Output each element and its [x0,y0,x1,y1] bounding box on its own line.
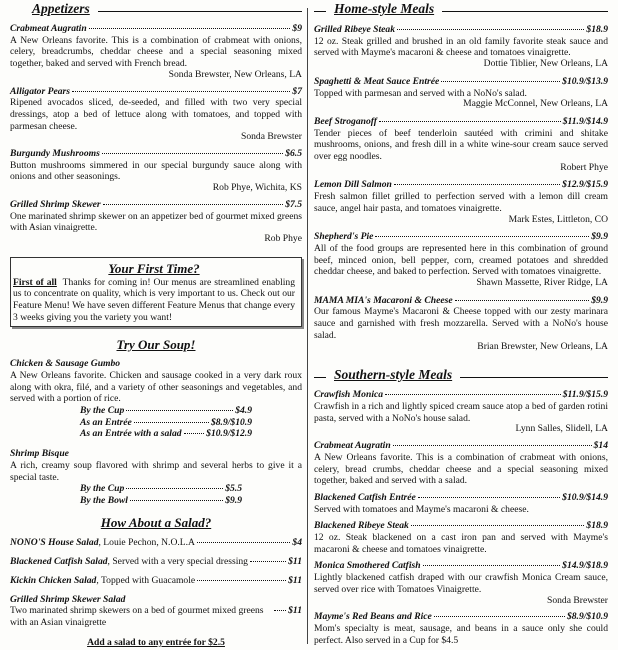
soup-size-row [80,428,252,440]
salad-price: $11 [288,556,302,568]
item-description: Served with tomatoes and Mayme's macaroni & cheese. [314,503,529,515]
item-price: $7.5 [285,198,302,210]
salad-addon-note: Add a salad to any entrée for $2.5 [87,636,225,648]
item-name: Blackened Ribeye Steak [314,520,409,532]
soup-size-price: $9.9 [225,494,242,506]
menu-item [10,23,302,81]
item-description: Button mushrooms simmered in our special burgundy sauce along with onions and other seasonings. [10,159,302,183]
appetizers-title: Appetizers [32,0,90,16]
item-credit: Brian Brewster, New Orleans, LA [477,340,608,352]
salad-item-skewer [10,594,302,629]
salad-list [10,537,302,586]
soup-description: A New Orleans favorite. Chicken and sausage cooked in a very dark roux along with okra, filé, and a variety of other seasonings and vegetables, and served with a portion of rice. [10,369,302,405]
item-description: Tender pieces of beef tenderloin sautéed with crimini and shitake mushrooms, onions, and fresh dill in a white wine-sour cream sauce served over egg noodles. [314,127,608,163]
item-name: MAMA MIA's Macaroni & Cheese [314,294,453,306]
item-price: $10.9/$14.9 [562,491,608,503]
item-credit: Sonda Brewster [240,131,302,143]
soup-size-row [80,405,252,417]
soup-size-label: As an Entrée [80,416,132,428]
menu-item [314,116,608,174]
item-credit: Sonda Brewster, New Orleans, LA [168,68,302,80]
menu-item [314,295,608,353]
appetizers-list [10,23,302,245]
southern-list [314,389,608,646]
menu-item [314,611,608,646]
menu-item [10,148,302,194]
item-price: $7 [292,85,302,97]
item-name: Crawfish Monica [314,389,384,401]
first-time-body: Thanks for coming in! Our menus are streamlined enabling us to concentrate on quality, which is very important to us. Check out our Feature Menu! We have seven different Feature Menus that change every 3 weeks giving you the variety you want! [13,276,295,323]
salad-skewer-name: Grilled Shrimp Skewer Salad [10,593,126,605]
soup-size-row [80,495,242,507]
item-credit: Maggie McConnel, New Orleans, LA [463,98,608,110]
item-credit: Mark Estes, Littleton, CO [508,213,608,225]
item-price: $12.9/$15.9 [562,179,608,191]
salad-item [10,537,302,549]
menu-item [314,440,608,487]
southern-header [314,366,608,384]
item-price: $9.9 [591,231,608,243]
item-credit: Lynn Salles, Slidell, LA [515,423,608,435]
soup-description: A rich, creamy soup flavored with shrimp and several herbs to give it a special taste. [10,459,302,483]
item-price: $8.9/$10.9 [566,611,608,623]
item-description: A New Orleans favorite. This is a combination of crabmeat with onions, celery, bread crumbs, cheddar cheese and a special seasoning mixed together, baked and served with a salad. [314,451,608,487]
first-time-title: Your First Time? [108,260,200,276]
first-time-lead: First of all [13,276,57,288]
salad-skewer-desc: Two marinated shrimp skewers on a bed of gourmet mixed greens with an Asian vinaigrette [10,605,264,628]
soup-name: Shrimp Bisque [10,448,69,460]
right-column [314,0,608,646]
item-name: Lemon Dill Salmon [314,179,392,191]
menu-item [314,24,608,70]
menu-item [314,560,608,606]
item-price: $11.9/$15.9 [562,389,608,401]
first-time-box [10,257,302,328]
soup-size-row [80,417,252,429]
item-name: Alligator Pears [10,85,70,97]
salad-detail: , Louie Pechon, N.O.L.A [98,537,195,549]
soup-size-price: $5.5 [225,483,242,495]
homestyle-list [314,24,608,352]
item-price: $6.5 [285,148,302,160]
menu-item [314,231,608,289]
menu-item [10,86,302,144]
item-name: Grilled Shrimp Skewer [10,198,101,210]
item-description: Lightly blackened catfish draped with our crawfish Monica Cream sauce, served over rice with Tomatoes Vinaigrette. [314,572,608,595]
item-credit: Rob Phye, Wichita, KS [212,182,302,194]
soup-size-price: $4.9 [235,405,252,416]
item-name: Blackened Catfish Entrée [314,491,416,503]
soup-title: Try Our Soup! [116,337,196,353]
menu-item [314,520,608,555]
item-price: $14 [593,440,608,452]
menu-item [10,199,302,245]
item-credit: Dottie Tiblier, New Orleans, LA [483,58,608,70]
salad-price: $4 [292,537,302,549]
item-name: Grilled Ribeye Steak [314,24,395,35]
appetizers-header [10,0,302,18]
salad-name: NONO'S House Salad [10,537,99,549]
salad-item [10,556,302,568]
item-price: $18.9 [586,520,608,532]
item-description: A New Orleans favorite. This is a combination of crabmeat with onions, celery, breadcrumbs, cheddar cheese and a special seasoning mixed together, baked and served with French bread. [10,34,302,70]
item-price: $11.9/$14.9 [562,115,608,127]
first-time-text [13,277,295,324]
item-description: Our famous Mayme's Macaroni & Cheese topped with our zesty marinara sauce and garnished with fresh mozzarella. Served with a NoNo's house salad. [314,306,608,341]
salad-name: Kickin Chicken Salad [10,574,97,586]
soup-size-price: $8.9/$10.9 [210,416,252,428]
soup-size-label: By the Bowl [80,494,128,506]
item-price: $14.9/$18.9 [562,560,608,572]
item-price: $9.9 [591,294,608,306]
item-name: Shepherd's Pie [314,231,374,243]
item-description: Topped with parmesan and served with a NoNo's salad. [314,87,527,99]
salad-detail: , Served with a very special dressing [107,556,248,568]
salad-title: How About a Salad? [100,514,212,530]
item-description: Crawfish in a rich and lightly spiced cream sauce atop a bed of garden rotini pasta, served with a NoNo's house salad. [314,400,608,424]
menu-item [314,492,608,515]
item-credit: Robert Phye [560,161,608,173]
item-description: Mom's specialty is meat, sausage, and beans in a sauce only she could perfect. Also served in a Cup for $4.5 [314,622,608,646]
item-name: Crabmeat Augratin [10,23,87,34]
salad-detail: , Topped with Guacamole [96,574,196,586]
soup-size-row [80,483,242,495]
salad-item [10,575,302,587]
homestyle-title: Home-style Meals [334,0,435,16]
column-divider [307,8,308,644]
southern-title: Southern-style Meals [334,367,453,383]
soup-item [10,448,302,507]
item-price: $18.9 [586,24,608,35]
soup-size-label: By the Cup [80,405,125,416]
soup-item [10,358,302,440]
menu-item [314,389,608,435]
item-price: $10.9/$13.9 [562,75,608,87]
item-description: Fresh salmon fillet grilled to perfection served with a lemon dill cream sauce, angel hair pasta, and tomatoes vinaigrette. [314,191,608,214]
item-description: One marinated shrimp skewer on an appetizer bed of gourmet mixed greens with Asian vinaigrette. [10,210,302,234]
menu-item [314,179,608,225]
item-description: Ripened avocados sliced, de-seeded, and filled with two very special dressings, atop a bed of lettuce along with tomatoes, and topped with parmesan cheese. [10,97,302,132]
item-name: Crabmeat Augratin [314,440,391,452]
homestyle-header [314,0,608,18]
menu-item [314,76,608,110]
soup-name: Chicken & Sausage Gumbo [10,358,121,370]
salad-price: $11 [288,574,302,586]
salad-name: Blackened Catfish Salad [10,556,108,568]
item-description: 12 oz. Steak grilled and brushed in an old family favorite steak sauce and served with Mayme's macaroni & cheese and tomatoes vinaigrette. [314,35,608,59]
item-name: Monica Smothered Catfish [314,560,421,572]
left-column [10,0,302,648]
item-name: Burgundy Mushrooms [10,148,100,160]
item-name: Spaghetti & Meat Sauce Entrée [314,75,440,87]
soup-size-label: As an Entrée with a salad [80,428,182,440]
item-credit: Shawn Massette, River Ridge, LA [476,277,608,289]
item-description: 12 oz. Steak blackened on a cast iron pan and served with Mayme's macaroni & cheese and tomatoes vinaigrette. [314,532,608,555]
item-description: All of the food groups are represented here in this combination of ground beef, minced onion, bell pepper, corn, creamed potatoes and shredded cheddar cheese, and baked to perfection. Served with tomatoes vinaigrette. [314,242,608,278]
soup-list [10,358,302,506]
salad-skewer-price: $11 [288,605,302,617]
soup-size-price: $10.9/$12.9 [206,428,252,440]
soup-size-label: By the Cup [80,483,125,495]
item-name: Mayme's Red Beans and Rice [314,611,432,623]
item-price: $9 [292,23,302,34]
item-name: Beef Stroganoff [314,115,377,127]
item-credit: Sonda Brewster [546,594,608,606]
item-credit: Rob Phye [264,232,302,244]
